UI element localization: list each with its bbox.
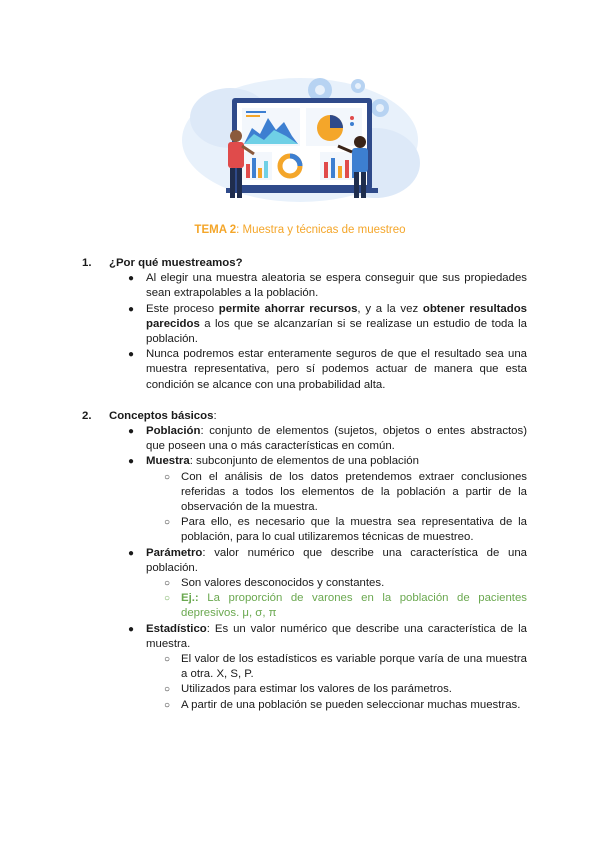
circle-marker: ○ — [164, 699, 171, 711]
data-analysis-illustration — [170, 68, 430, 208]
section-1 — [82, 256, 527, 393]
sub-list-item: ○ Utilizados para estimar los valores de los parámetros. — [82, 682, 527, 697]
list-item: ● Al elegir una muestra aleatoria se espera conseguir que sus propiedades sean extrapolables a la población. — [128, 272, 527, 300]
document-title: TEMA 2: Muestra y técnicas de muestreo — [194, 224, 406, 236]
document-body — [82, 256, 527, 729]
circle-marker: ○ — [164, 517, 171, 529]
sub-list-item: ○ Con el análisis de los datos pretendemos extraer conclusiones referidas a todos los elementos de la población a partir de la observación de la muestra. — [164, 470, 527, 514]
bullet-marker: ● — [128, 623, 135, 635]
sub-list-item: ○ Para ello, es necesario que la muestra sea representativa de la población, para lo cual utilizaremos técnicas de muestreo. — [164, 516, 527, 544]
list-item: ● Muestra: subconjunto de elementos de una población — [82, 454, 527, 469]
bar-chart — [242, 152, 272, 180]
circle-marker: ○ — [164, 684, 171, 696]
bullet-marker: ● — [128, 547, 135, 559]
section-2 — [82, 409, 527, 713]
section-heading: 2. Conceptos básicos: — [82, 409, 217, 422]
section-heading: 1. ¿Por qué muestreamos? — [82, 257, 243, 269]
list-item: ● Este proceso permite ahorrar recursos, y a la vez obtener resultados parecidos a los que se alcanzarían si se realizase un estudio de toda la población. — [128, 302, 527, 346]
bullet-marker: ● — [128, 349, 135, 361]
example-item: ○ Ej.: La proporción de varones en la población de pacientes depresivos. μ, σ, π — [164, 592, 527, 620]
circle-marker: ○ — [164, 578, 171, 590]
circle-marker: ○ — [164, 593, 171, 605]
sub-list-item: ○ El valor de los estadísticos es variable porque varía de una muestra a otra. X, S, P. — [164, 653, 527, 681]
circle-marker: ○ — [164, 654, 171, 666]
bullet-marker: ● — [128, 273, 135, 285]
pie-chart — [306, 108, 362, 146]
area-chart — [242, 108, 300, 146]
list-item: ● Población: conjunto de elementos (sujetos, objetos o entes abstractos) que poseen una o más características en común. — [128, 425, 527, 453]
list-item: ● Nunca podremos estar enteramente seguros de que el resultado sea una muestra representativa, pero sí podemos actuar de manera que esta condición se alcance con una probabilidad alta. — [128, 348, 527, 391]
list-item: ● Estadístico: Es un valor numérico que describe una característica de la muestra. — [128, 622, 527, 650]
circle-marker: ○ — [164, 471, 171, 483]
bullet-marker: ● — [128, 426, 135, 438]
sub-list-item: ○ A partir de una población se pueden seleccionar muchas muestras. — [82, 698, 527, 713]
sub-list-item: ○ Son valores desconocidos y constantes. — [82, 576, 527, 591]
bullet-marker: ● — [128, 303, 135, 315]
list-item: ● Parámetro: valor numérico que describe una característica de una población. — [128, 546, 527, 574]
bullet-marker: ● — [128, 456, 135, 468]
